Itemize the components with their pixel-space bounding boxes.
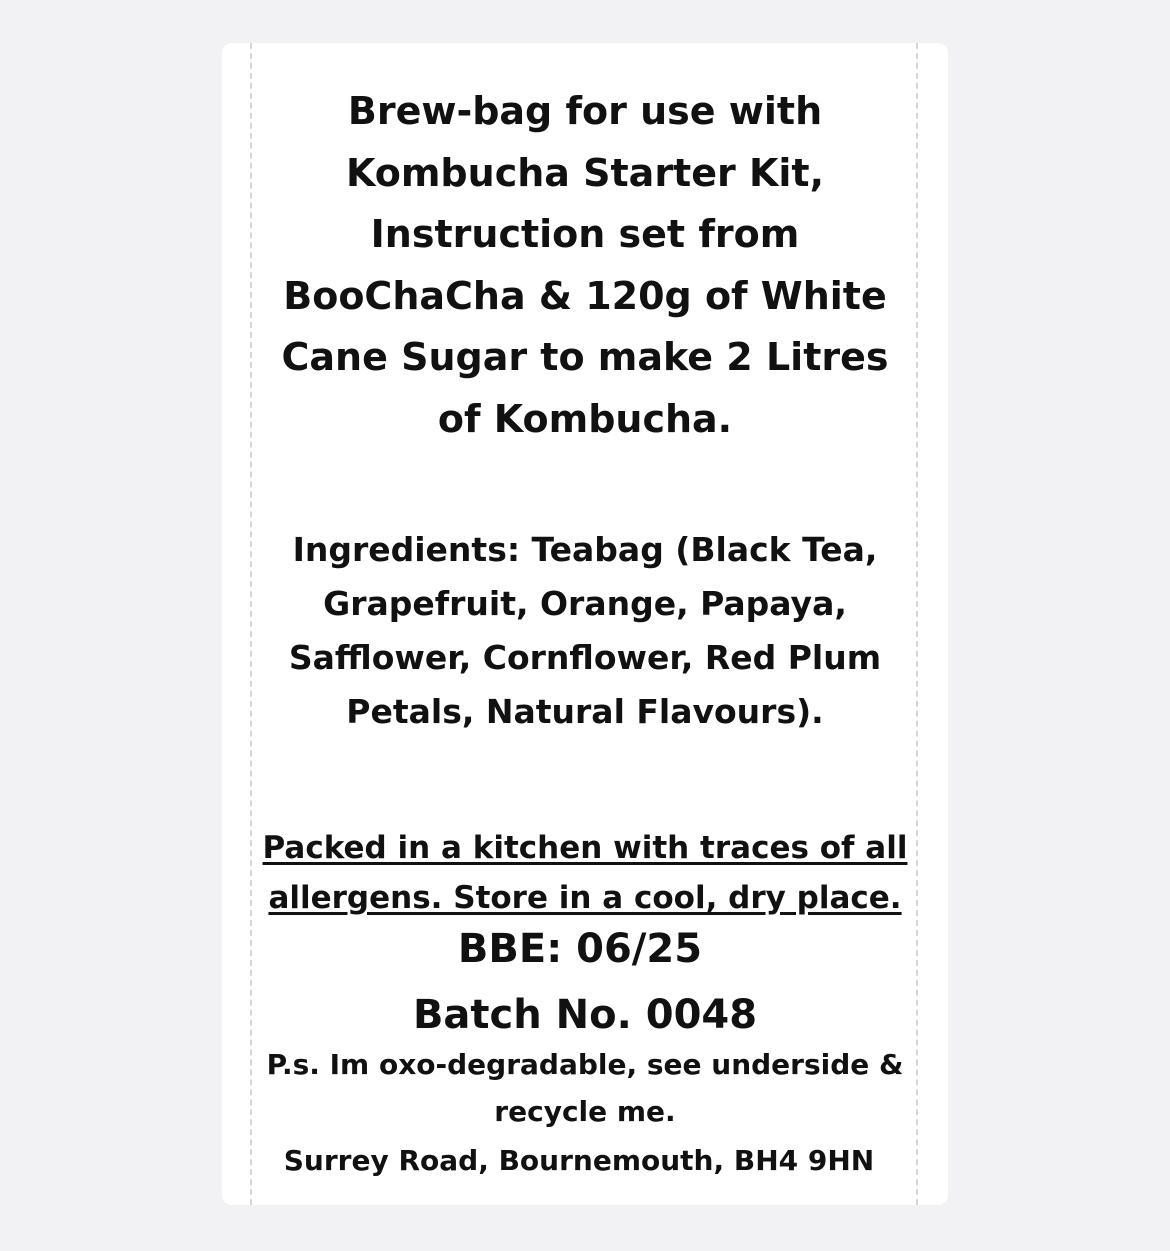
- left-cut-line: [250, 43, 252, 1205]
- product-label: [222, 43, 948, 1205]
- best-before-date: BBE: 06/25: [457, 926, 703, 972]
- recycling-note: P.s. Im oxo-degradable, see underside & recycle me.: [266, 1048, 904, 1128]
- allergen-storage-warning: Packed in a kitchen with traces of all allergens. Store in a cool, dry place.: [262, 830, 908, 916]
- batch-number: Batch No. 0048: [412, 992, 758, 1038]
- address: Surrey Road, Bournemouth, BH4 9HN: [283, 1144, 875, 1177]
- ingredients-list: Ingredients: Teabag (Black Tea, Grapefruit, Orange, Papaya, Safflower, Cornflower, Red Plum Petals, Natural Flavours).: [288, 530, 882, 731]
- product-description: Brew-bag for use with Kombucha Starter Kit, Instruction set from BooChaCha & 120g of White Cane Sugar to make 2 Litres of Kombucha.: [281, 89, 889, 441]
- right-cut-line: [916, 43, 918, 1205]
